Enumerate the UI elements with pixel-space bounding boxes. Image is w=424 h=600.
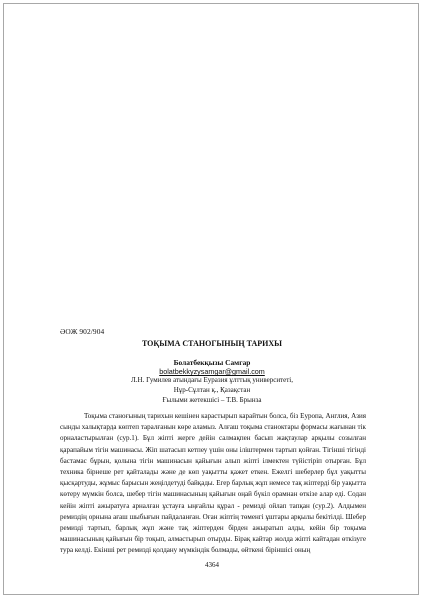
author-email-link[interactable]: bolatbekkyzysamgar@gmail.com	[159, 367, 265, 376]
page-number: 4364	[205, 561, 219, 569]
paper-title: ТОҚЫМА СТАНОГЫНЫҢ ТАРИХЫ	[141, 339, 283, 348]
udc-code: ӘОЖ 902/904	[60, 327, 105, 336]
affiliation-city: Нұр-Сұлтан қ., Қазақстан	[173, 386, 251, 394]
author-name: Болатбекқызы Самгар	[173, 358, 251, 367]
body-paragraph: Тоқыма станоғының тарихын кешінен карастырып карайтын болса, біз Еуропа, Англия, Азия сынды халықтарда көптеп таралғанын көре аламыз. Алғаш тоқыма станоктары формасы жағынан тік орналастырылған (сур.1). Бұл жіпті жерге дейін салмақпен басып жақтаулар арқылы созылған қарапайым тігін машинасы. Жіп шатасып кетпеу үшін оны іліштермен тартып қойған. Тігінші тігінді бастамас бұрын, қолына тігін машинасын қайығын алып жіпті ілмектен түйістіріп отырған. Бұл техника бірнеше рет қайталады және де көп уақытты қажет еткен. Ежелгі шеберлер бұл уақытты қысқартуды, жұмыс барысын жеңілдетуді байқады. Егер барлық жұп немесе тақ жіптерді бір уақытта көтеру мүмкін болса, шебер тігін машинасының қайығын оңай бүкіл орамнан өткізе алар еді. Содан кейін жіпті ажыратуға арналған ұстауға ыңғайлы құрал - ремизді ойлап тапқан (сур.2). Алдымен ремиздің орнына ағаш шыбығын пайдаланған. Оған жіптің төменгі ұштары арқылы бекітілді. Шебер ремизді тартып, барлық жұп және тақ жіптерден бірден ажыратып алды, кейін бір тоқыма машинасының қайығын бір тоқып, алмастырып отырды. Бірақ кайтар жолда жіпті кайтадан өткізуге тура келді. Екінші рет ремизді қолдану мүмкіндік болмады, өйткені біріншісі оның	[60, 412, 366, 555]
affiliation-university: Л.Н. Гумилев атындағы Еуразия ұлттық университеті,	[131, 376, 293, 384]
affiliation-supervisor: Ғылыми жетекшісі – Т.В. Брынза	[162, 396, 262, 404]
